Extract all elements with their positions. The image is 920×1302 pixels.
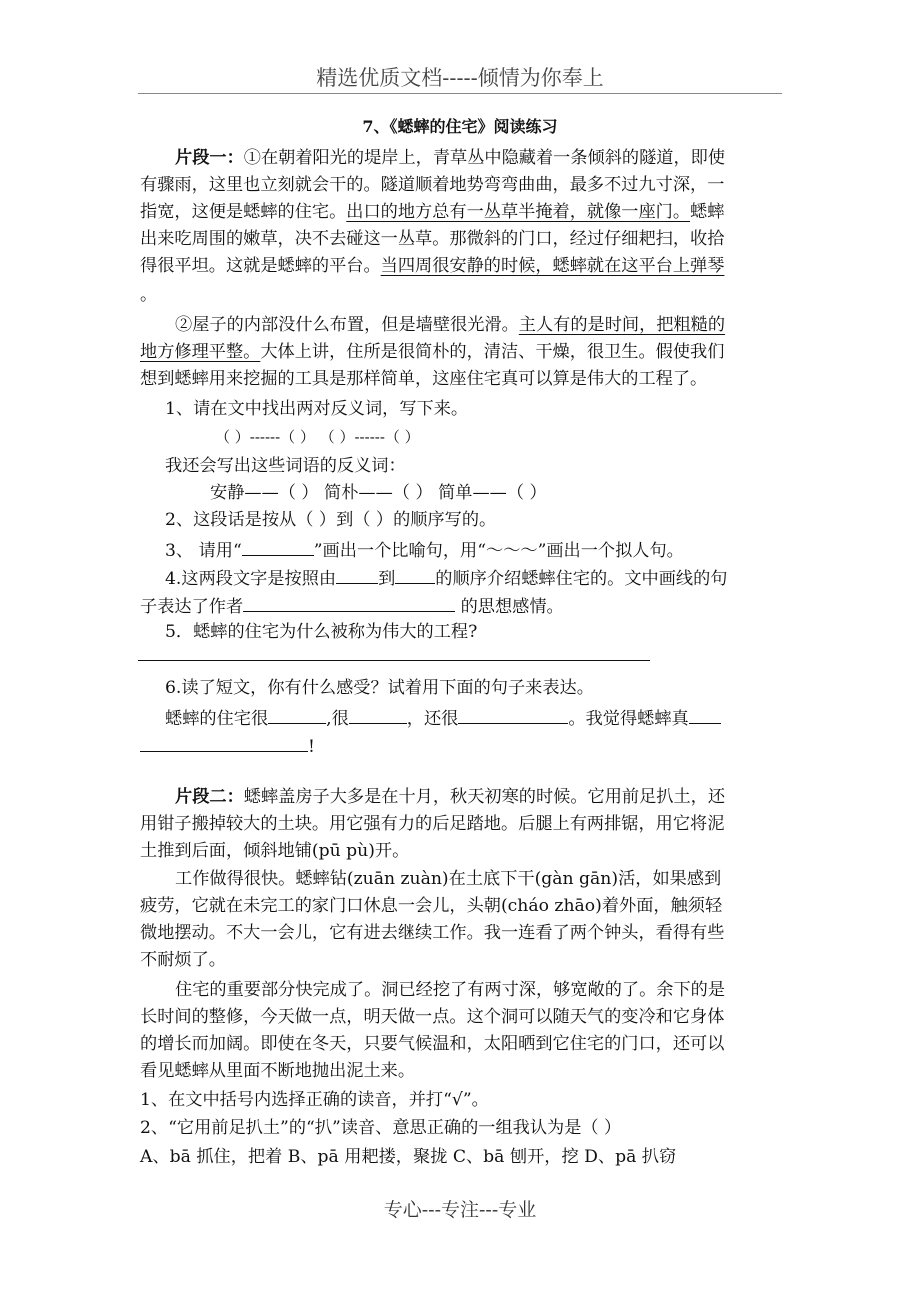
passage2-line-9: 长时间的整修，今天做一点，明天做一点。这个洞可以随天气的变冷和它身体 bbox=[140, 1007, 725, 1027]
question-6-text: 蟋蟀的住宅很 bbox=[165, 709, 269, 729]
passage1-line-3 bbox=[140, 199, 724, 225]
passage2-line-7: 不耐烦了。 bbox=[140, 950, 226, 970]
passage1-line-4: 出来吃周围的嫩草，决不去碰这一丛草。那微斜的门口，经过仔细耙扫，收拾 bbox=[140, 229, 725, 249]
passage1-text: 大体上讲，住所是很简朴的，清洁、干燥，很卫生。假使我们 bbox=[260, 342, 725, 362]
question-6-text: ，还很 bbox=[406, 709, 459, 729]
question-6-text: ,很 bbox=[326, 709, 349, 729]
question-1-antonym-words: 安静——（ ） 简朴——（ ） 简单——（ ） bbox=[210, 483, 547, 503]
question-4 bbox=[165, 563, 728, 592]
underlined-sentence: 出口的地方总有一丛草半掩着，就像一座门。 bbox=[346, 202, 691, 222]
passage2-line-8: 住宅的重要部分快完成了。洞已经挖了有两寸深，够宽敞的了。余下的是 bbox=[175, 980, 726, 1000]
question-4-line-2 bbox=[140, 591, 564, 620]
question-4-text: 的顺序介绍蟋蟀住宅的。文中画线的句 bbox=[435, 569, 728, 589]
answer-blank[interactable] bbox=[242, 535, 314, 556]
answer-blank[interactable] bbox=[689, 703, 721, 724]
underlined-sentence: 主人有的是时间，把粗糙的 bbox=[518, 315, 726, 335]
question-1-extra: 我还会写出这些词语的反义词： bbox=[165, 456, 406, 476]
passage1-line-5 bbox=[140, 253, 724, 279]
passage2-question-2: 2、“它用前足扒土”的“扒”读音、意思正确的一组我认为是（ ） bbox=[140, 1118, 622, 1138]
question-6-sentence bbox=[165, 703, 721, 732]
passage2-line-10: 的增长而加阔。即使在冬天，只要气候温和，太阳晒到它住宅的门口，还可以 bbox=[140, 1034, 725, 1054]
passage2-text: 蟋蟀盖房子大多是在十月，秋天初寒的时候。它用前足扒土，还 bbox=[243, 787, 726, 807]
page-header: 精选优质文档-----倾情为你奉上 bbox=[316, 66, 604, 90]
answer-blank[interactable] bbox=[349, 703, 407, 724]
passage1-label: 片段一： bbox=[175, 148, 244, 168]
passage1-text: 得很平坦。这就是蟋蟀的平台。 bbox=[140, 256, 381, 276]
question-6: 6.读了短文，你有什么感受？试着用下面的句子来表达。 bbox=[165, 678, 594, 698]
passage2-line-5: 疲劳，它就在未完工的家门口休息一会儿，头朝(cháo zhāo)着外面，触须轻 bbox=[140, 896, 723, 916]
passage2-question-1: 1、在文中括号内选择正确的读音，并打“√”。 bbox=[140, 1090, 489, 1110]
answer-blank[interactable] bbox=[268, 703, 326, 724]
passage1-line-1 bbox=[175, 145, 725, 171]
passage1-text: 蟋蟀 bbox=[690, 202, 725, 222]
question-6-text: 。我觉得蟋蟀真 bbox=[568, 709, 689, 729]
passage1-text: ①在朝着阳光的堤岸上，青草丛中隐藏着一条倾斜的隧道，即使 bbox=[243, 148, 726, 168]
passage1-text: 指宽，这便是蟋蟀的住宅。 bbox=[140, 202, 347, 222]
question-1: 1、请在文中找出两对反义词，写下来。 bbox=[165, 399, 469, 419]
page-footer: 专心---专注---专业 bbox=[383, 1199, 537, 1221]
question-2: 2、这段话是按从（ ）到（ ）的顺序写的。 bbox=[165, 510, 497, 530]
passage2-line-11: 看见蟋蟀从里面不断地抛出泥土来。 bbox=[140, 1061, 416, 1081]
passage2-line-6: 微地摆动。不大一会儿，它有进去继续工作。我一连看了两个钟头，看得有些 bbox=[140, 923, 725, 943]
answer-blank[interactable] bbox=[336, 563, 378, 584]
answer-blank[interactable] bbox=[140, 731, 308, 752]
passage2-line-3: 土推到后面，倾斜地铺(pū pù)开。 bbox=[140, 841, 410, 861]
question-4-text: 的思想感情。 bbox=[455, 597, 564, 617]
passage1-text: ②屋子的内部没什么布置，但是墙壁很光滑。 bbox=[175, 315, 519, 335]
question-6-line-2 bbox=[140, 731, 315, 760]
answer-blank[interactable] bbox=[395, 563, 435, 584]
question-3-text: 3、 请用“ bbox=[165, 541, 242, 561]
passage1-line-2: 有骤雨，这里也立刻就会干的。隧道顺着地势弯弯曲曲，最多不过九寸深，一 bbox=[140, 175, 725, 195]
question-4-text: 4.这两段文字是按照由 bbox=[165, 569, 337, 589]
answer-blank[interactable] bbox=[243, 591, 455, 612]
passage2-label: 片段二： bbox=[175, 787, 244, 807]
passage1-para2-line-2 bbox=[140, 339, 724, 365]
answer-blank[interactable] bbox=[458, 703, 568, 724]
question-5: 5．蟋蟀的住宅为什么被称为伟大的工程? bbox=[165, 622, 478, 642]
question-4-text: 到 bbox=[378, 569, 396, 589]
question-1-blanks: （ ）------（ ） （ ）------（ ） bbox=[215, 428, 420, 446]
passage2-line-4: 工作做得很快。蟋蟀钻(zuān zuàn)在土底下干(gàn gān)活，如果感到 bbox=[175, 869, 722, 889]
passage1-para2-line-3: 想到蟋蟀用来挖掘的工具是那样简单，这座住宅真可以算是伟大的工程了。 bbox=[140, 369, 708, 389]
worksheet-title: 7、《蟋蟀的住宅》阅读练习 bbox=[362, 117, 558, 136]
question-3 bbox=[165, 535, 684, 564]
passage2-line-2: 用钳子搬掉较大的土块。用它强有力的后足踏地。后腿上有两排锯，用它将泥 bbox=[140, 814, 725, 834]
header-divider bbox=[138, 93, 782, 94]
passage2-line-1 bbox=[175, 784, 725, 810]
underlined-sentence: 当四周很安静的时候，蟋蟀就在这平台上弹琴 bbox=[380, 256, 725, 276]
question-4-text: 子表达了作者 bbox=[140, 597, 244, 617]
question-6-text: ! bbox=[308, 737, 315, 757]
passage1-line-6: 。 bbox=[140, 285, 158, 305]
underlined-sentence: 地方修理平整。 bbox=[140, 342, 261, 362]
passage1-para2-line-1 bbox=[175, 312, 725, 338]
passage2-question-2-options: A、bā 抓住，把着 B、pā 用耙搂，聚拢 C、bā 刨开，挖 D、pā 扒窃 bbox=[140, 1147, 677, 1167]
question-5-answer-line[interactable] bbox=[138, 660, 650, 661]
question-3-text: ”画出一个比喻句，用“～～～”画出一个拟人句。 bbox=[313, 541, 684, 561]
